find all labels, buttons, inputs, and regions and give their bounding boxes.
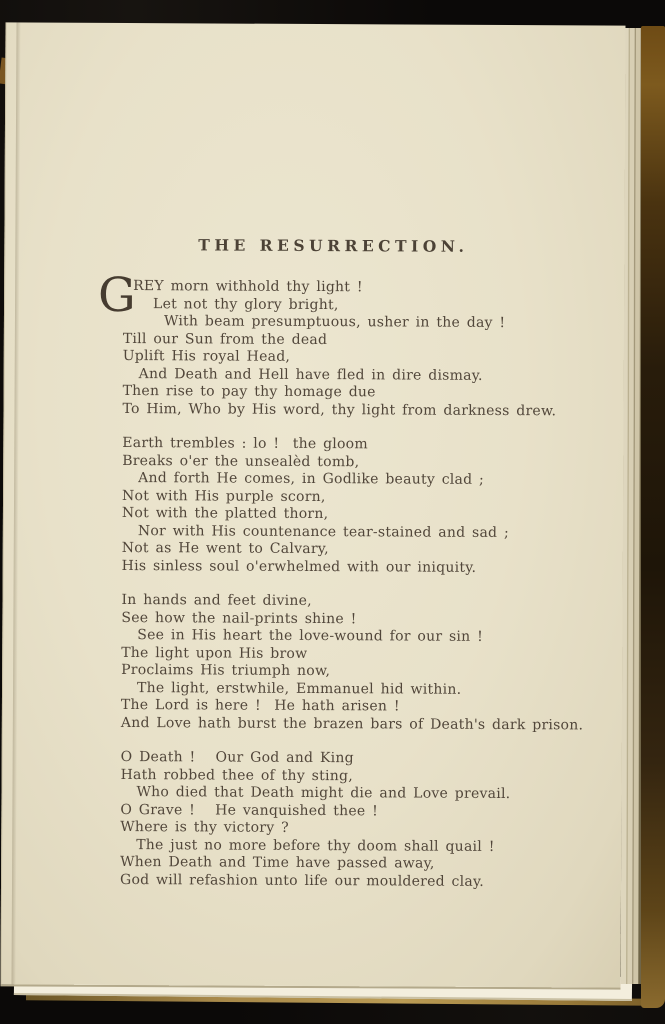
poem-line: Where is thy victory ? bbox=[120, 818, 289, 836]
poem-line: Not as He went to Calvary, bbox=[121, 539, 329, 558]
poem bbox=[97, 267, 584, 891]
poem-line: REY morn withhold thy light ! bbox=[133, 278, 363, 296]
poem-line: The light, erstwhile, Emmanuel hid within. bbox=[136, 679, 462, 698]
poem-stanza bbox=[122, 435, 555, 577]
poem-line: Breaks o'er the unsealèd tomb, bbox=[122, 452, 360, 470]
poem-line: Let not thy glory bright, bbox=[153, 295, 339, 313]
gutter-crease bbox=[11, 22, 20, 984]
poem-line: The Lord is here ! He hath arisen ! bbox=[120, 696, 400, 715]
poem-line: When Death and Time have passed away, bbox=[120, 853, 435, 872]
poem-line: And forth He comes, in Godlike beauty clad ; bbox=[138, 470, 485, 488]
poem-line: Uplift His royal Head, bbox=[122, 348, 291, 365]
book-page bbox=[0, 22, 625, 987]
poem-line: Till our Sun from the dead bbox=[122, 330, 328, 348]
poem-line: O Grave ! He vanquished thee ! bbox=[120, 801, 379, 819]
poem-line: And Death and Hell have fled in dire dismay. bbox=[138, 365, 483, 384]
poem-line: Proclaims His triumph now, bbox=[121, 661, 331, 680]
poem-stanza bbox=[97, 267, 557, 420]
poem-title: THE RESURRECTION. bbox=[198, 235, 469, 256]
poem-line: Nor with His countenance tear-stained and sad ; bbox=[137, 522, 509, 541]
poem-line: With beam presumptuous, usher in the day ! bbox=[163, 313, 506, 332]
poem-line: Hath robbed thee of thy sting, bbox=[120, 766, 353, 784]
poem-line: The light upon His brow bbox=[121, 644, 308, 662]
poem-line: Then rise to pay thy homage due bbox=[122, 383, 376, 401]
poem-line: Not with His purple scorn, bbox=[122, 487, 326, 505]
poem-line: See how the nail-prints shine ! bbox=[121, 609, 357, 627]
poem-line: His sinless soul o'erwhelmed with our iniquity. bbox=[121, 557, 477, 576]
drop-cap: G bbox=[97, 267, 136, 324]
page-content bbox=[97, 235, 584, 908]
poem-line: O Death ! Our God and King bbox=[120, 748, 354, 767]
poem-stanza bbox=[120, 591, 584, 734]
poem-line: God will refashion unto life our mouldered clay. bbox=[119, 871, 485, 890]
poem-line: And Love hath burst the brazen bars of Death's dark prison. bbox=[120, 714, 584, 733]
poem-stanza bbox=[120, 749, 553, 891]
poem-line: To Him, Who by His word, thy light from darkness drew. bbox=[122, 400, 557, 419]
leather-cover-edge bbox=[641, 26, 665, 1008]
poem-line: The just no more before thy doom shall quail ! bbox=[136, 836, 495, 855]
poem-line: Who died that Death might die and Love prevail. bbox=[136, 784, 511, 803]
poem-line: See in His heart the love-wound for our sin ! bbox=[137, 627, 484, 645]
poem-line: Earth trembles : lo ! the gloom bbox=[122, 435, 368, 453]
poem-line: Not with the platted thorn, bbox=[121, 504, 329, 523]
poem-line: In hands and feet divine, bbox=[121, 591, 312, 609]
